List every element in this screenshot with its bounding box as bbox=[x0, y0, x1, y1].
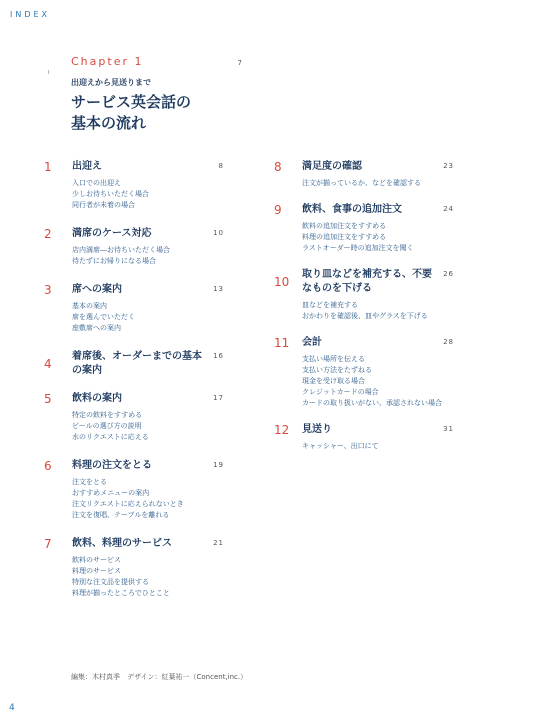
section-title: 料理の注文をとる bbox=[72, 460, 152, 471]
section-page-number: 10 bbox=[213, 229, 224, 237]
section-title: 満席のケース対応 bbox=[72, 228, 152, 239]
section-item-list bbox=[72, 555, 250, 599]
section-item: 注文リクエストに応えられないとき bbox=[72, 500, 184, 508]
section-page-number: 26 bbox=[443, 270, 454, 278]
section-item-list bbox=[302, 354, 482, 409]
toc-section-heading bbox=[274, 160, 482, 174]
section-page-number: 8 bbox=[218, 162, 224, 170]
section-number: 1 bbox=[44, 160, 52, 174]
section-item: クレジットカードの場合 bbox=[302, 388, 379, 396]
toc-section bbox=[44, 459, 250, 521]
toc-section bbox=[44, 392, 250, 443]
section-item: 座敷席への案内 bbox=[72, 324, 121, 332]
section-item: カードの取り扱いがない、承認されない場合 bbox=[302, 399, 442, 407]
section-page-number: 23 bbox=[443, 162, 454, 170]
section-item-list bbox=[302, 221, 482, 254]
section-number: 8 bbox=[274, 160, 282, 174]
section-page-number: 13 bbox=[213, 285, 224, 293]
section-number: 9 bbox=[274, 203, 282, 217]
toc-section-heading bbox=[274, 203, 482, 217]
page-title bbox=[71, 92, 251, 134]
section-item: 注文が揃っているか、などを確認する bbox=[302, 179, 421, 187]
section-item: 注文を復唱、テーブルを離れる bbox=[72, 511, 170, 519]
page-number: 4 bbox=[9, 703, 15, 713]
section-item: 待たずにお帰りになる場合 bbox=[72, 257, 156, 265]
section-item: 注文をとる bbox=[72, 478, 107, 486]
section-number: 10 bbox=[274, 275, 290, 289]
section-item: 水のリクエストに応える bbox=[72, 433, 149, 441]
margin-tick-mark bbox=[48, 70, 49, 74]
section-item: ラストオーダー時の追加注文を聞く bbox=[302, 244, 414, 252]
section-title: 飲料、食事の追加注文 bbox=[302, 204, 402, 215]
chapter-label: Chapter 1 bbox=[71, 55, 144, 68]
section-item: 同行者が未着の場合 bbox=[72, 201, 135, 209]
section-item: 基本の案内 bbox=[72, 302, 107, 310]
section-title: 出迎え bbox=[72, 161, 102, 172]
toc-right-column bbox=[274, 160, 482, 452]
toc-section-heading bbox=[44, 537, 250, 551]
section-title: 見送り bbox=[302, 424, 332, 435]
section-number: 11 bbox=[274, 336, 290, 350]
section-title: 飲料の案内 bbox=[72, 393, 122, 404]
chapter-heading bbox=[71, 55, 243, 68]
toc-section bbox=[44, 160, 250, 211]
toc-section bbox=[44, 350, 250, 378]
toc-section-heading bbox=[44, 160, 250, 174]
chapter-page-number: 7 bbox=[237, 59, 243, 67]
section-item: ビールの選び方の説明 bbox=[72, 422, 142, 430]
section-item-list bbox=[72, 301, 250, 334]
section-item: 飲料の追加注文をすすめる bbox=[302, 222, 387, 230]
section-item: 支払い方法をたずねる bbox=[302, 366, 372, 374]
section-item-list bbox=[302, 300, 482, 322]
section-page-number: 24 bbox=[443, 205, 454, 213]
section-item: 現金を受け取る場合 bbox=[302, 377, 365, 385]
toc-section bbox=[274, 160, 482, 189]
section-title: 飲料、料理のサービス bbox=[72, 538, 172, 549]
toc-section bbox=[274, 268, 482, 322]
section-item: 料理の追加注文をすすめる bbox=[302, 233, 387, 241]
toc-section-heading bbox=[274, 336, 482, 350]
toc-section bbox=[44, 537, 250, 599]
section-page-number: 16 bbox=[213, 352, 224, 360]
section-item: 支払い場所を伝える bbox=[302, 355, 365, 363]
section-page-number: 31 bbox=[443, 425, 454, 433]
section-item: 料理が揃ったところでひとこと bbox=[72, 589, 170, 597]
section-page-number: 28 bbox=[443, 338, 454, 346]
toc-left-column bbox=[44, 160, 250, 599]
toc-section bbox=[274, 203, 482, 254]
section-title: 着席後、オーダーまでの基本の案内 bbox=[72, 351, 202, 376]
section-number: 2 bbox=[44, 227, 52, 241]
editorial-credit: 編集：木村真季 デザイン：紅葉祐一（Concent,inc.） bbox=[71, 673, 248, 681]
section-title: 満足度の確認 bbox=[302, 161, 362, 172]
toc-section bbox=[44, 283, 250, 334]
toc-section-heading bbox=[44, 227, 250, 241]
section-item: 少しお待ちいただく場合 bbox=[72, 190, 149, 198]
section-number: 3 bbox=[44, 283, 52, 297]
section-number: 12 bbox=[274, 423, 290, 437]
section-item: 席を選んでいただく bbox=[72, 313, 135, 321]
section-item: キャッシャー、出口にて bbox=[302, 442, 379, 450]
toc-section-heading bbox=[44, 283, 250, 297]
toc-section bbox=[44, 227, 250, 267]
section-item: 皿などを補充する bbox=[302, 301, 358, 309]
section-item-list bbox=[302, 441, 482, 452]
page-title-line-1: サービス英会話の bbox=[71, 93, 192, 111]
toc-section bbox=[274, 336, 482, 409]
section-number: 6 bbox=[44, 459, 52, 473]
page-title-line-2: 基本の流れ bbox=[71, 114, 147, 132]
section-item-list bbox=[72, 245, 250, 267]
section-page-number: 21 bbox=[213, 539, 224, 547]
section-item: 店内満席―お待ちいただく場合 bbox=[72, 246, 170, 254]
section-item: 特定の飲料をすすめる bbox=[72, 411, 143, 419]
section-number: 4 bbox=[44, 357, 52, 371]
index-label: INDEX bbox=[10, 10, 51, 19]
toc-section-heading bbox=[44, 459, 250, 473]
section-page-number: 19 bbox=[213, 461, 224, 469]
section-title: 席への案内 bbox=[72, 284, 122, 295]
section-item: 特別な注文品を提供する bbox=[72, 578, 149, 586]
section-number: 7 bbox=[44, 537, 52, 551]
toc-section-heading bbox=[274, 423, 482, 437]
section-item-list bbox=[302, 178, 482, 189]
toc-section bbox=[274, 423, 482, 452]
section-title: 会計 bbox=[302, 337, 322, 348]
section-title: 取り皿などを補充する、不要なものを下げる bbox=[302, 269, 432, 294]
section-item-list bbox=[72, 410, 250, 443]
section-item: 入口での出迎え bbox=[72, 179, 121, 187]
section-number: 5 bbox=[44, 392, 52, 406]
toc-section-heading bbox=[44, 392, 250, 406]
chapter-subtitle: 出迎えから見送りまで bbox=[71, 78, 151, 87]
section-item: 料理のサービス bbox=[72, 567, 121, 575]
section-item: おすすめメニューの案内 bbox=[72, 489, 150, 497]
section-item-list bbox=[72, 477, 250, 521]
toc-section-heading bbox=[274, 268, 482, 296]
section-item-list bbox=[72, 178, 250, 211]
toc-section-heading bbox=[44, 350, 250, 378]
section-item: 飲料のサービス bbox=[72, 556, 121, 564]
section-page-number: 17 bbox=[213, 394, 224, 402]
section-item: おかわりを確認後、皿やグラスを下げる bbox=[302, 312, 428, 320]
